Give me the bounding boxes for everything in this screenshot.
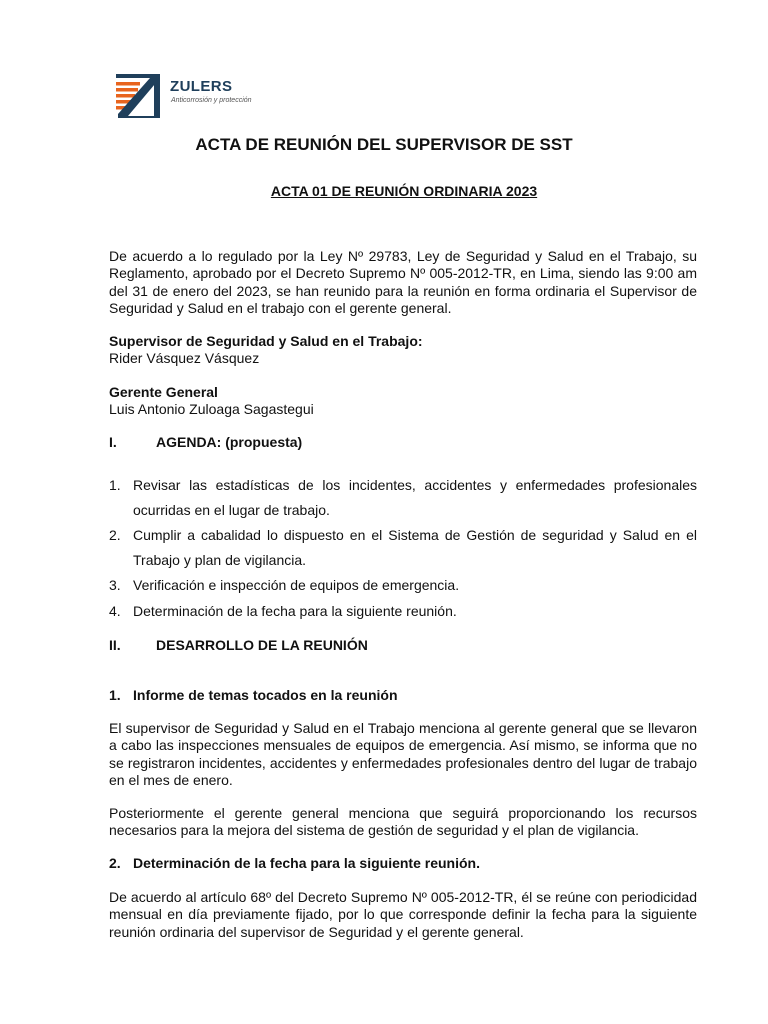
manager-name: Luis Antonio Zuloaga Sagastegui bbox=[109, 401, 314, 417]
agenda-item-number: 2. bbox=[109, 527, 121, 543]
document-subtitle: ACTA 01 DE REUNIÓN ORDINARIA 2023 bbox=[270, 183, 538, 199]
agenda-item-number: 3. bbox=[109, 577, 121, 593]
topic-heading bbox=[109, 855, 480, 871]
supervisor-label: Supervisor de Seguridad y Salud en el Trabajo: bbox=[109, 333, 423, 349]
zulers-logo-icon bbox=[114, 74, 166, 118]
topic-title: Informe de temas tocados en la reunión bbox=[133, 687, 398, 703]
supervisor-name: Rider Vásquez Vásquez bbox=[109, 350, 260, 366]
agenda-item-text: Revisar las estadísticas de los incidentes, accidentes y enfermedades profesionales ocurridas en el lugar de trabajo. bbox=[133, 477, 697, 518]
intro-paragraph: De acuerdo a lo regulado por la Ley Nº 29783, Ley de Seguridad y Salud en el Trabajo, su Reglamento, aprobado por el Decreto Supremo Nº 005-2012-TR, en Lima, siendo las 9:00 am del 31 de enero del 2023, se han reunido para la reunión en forma ordinaria el Supervisor de Seguridad y Salud en el trabajo con el gerente general. bbox=[109, 248, 697, 316]
topic-paragraph: De acuerdo al artículo 68º del Decreto Supremo Nº 005-2012-TR, él se reúne con periodicidad mensual en día previamente fijado, por lo que corresponde definir la fecha para la siguiente reunión ordinaria del supervisor de Seguridad y el gerente general. bbox=[109, 889, 697, 940]
topic-paragraph: El supervisor de Seguridad y Salud en el Trabajo menciona al gerente general que se llevaron a cabo las inspecciones mensuales de equipos de emergencia. Así mismo, se informa que no se registraron incidentes, accidentes y enfermedades profesionales dentro del lugar de trabajo en el mes de enero. bbox=[109, 720, 697, 788]
manager-label: Gerente General bbox=[109, 384, 218, 400]
section-title: AGENDA: (propuesta) bbox=[156, 434, 303, 450]
logo-tagline: Anticorrosión y protección bbox=[171, 97, 252, 104]
agenda-item-text: Determinación de la fecha para la siguiente reunión. bbox=[133, 603, 457, 619]
topic-paragraph: Posteriormente el gerente general menciona que seguirá proporcionando los recursos necesarios para la mejora del sistema de gestión de seguridad y el plan de vigilancia. bbox=[109, 805, 697, 839]
company-logo bbox=[114, 74, 274, 118]
agenda-item-number: 4. bbox=[109, 603, 121, 619]
topic-number: 1. bbox=[109, 687, 121, 703]
logo-wordmark: ZULERS bbox=[170, 78, 233, 95]
agenda-item-text: Verificación e inspección de equipos de emergencia. bbox=[133, 577, 460, 593]
topic-heading bbox=[109, 687, 398, 703]
topic-number: 2. bbox=[109, 855, 121, 871]
section-number: II. bbox=[109, 637, 121, 653]
agenda-item-number: 1. bbox=[109, 477, 121, 493]
section-number: I. bbox=[109, 434, 117, 450]
section-title: DESARROLLO DE LA REUNIÓN bbox=[156, 637, 368, 653]
agenda-item-text: Cumplir a cabalidad lo dispuesto en el Sistema de Gestión de seguridad y Salud en el Trabajo y plan de vigilancia. bbox=[133, 527, 697, 568]
document-title: ACTA DE REUNIÓN DEL SUPERVISOR DE SST bbox=[195, 135, 573, 154]
topic-title: Determinación de la fecha para la siguiente reunión. bbox=[133, 855, 480, 871]
